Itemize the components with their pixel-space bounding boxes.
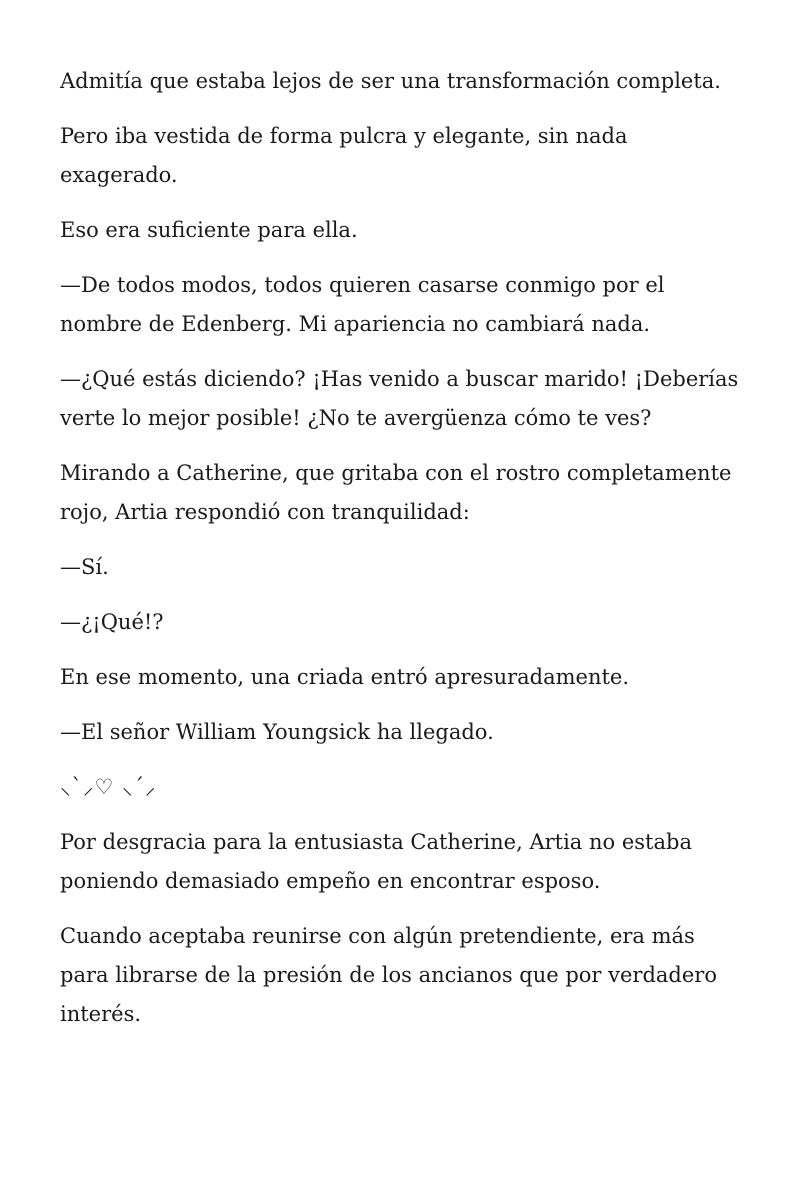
- scene-separator: ⸜`⸝♡ ⸜´⸝: [60, 775, 157, 799]
- reading-page: [60, 62, 740, 1050]
- paragraph-1: Admitía que estaba lejos de ser una transformación completa.: [60, 69, 721, 93]
- paragraph-7: —Sí.: [60, 555, 109, 579]
- paragraph-8: —¿¡Qué!?: [60, 610, 164, 634]
- paragraph-12: Cuando aceptaba reunirse con algún pretendiente, era más para librarse de la presión de los ancianos que por verdadero interés.: [60, 924, 717, 1026]
- paragraph-6: Mirando a Catherine, que gritaba con el rostro completamente rojo, Artia respondió con tranquilidad:: [60, 461, 732, 524]
- paragraph-2: Pero iba vestida de forma pulcra y elegante, sin nada exagerado.: [60, 124, 628, 187]
- paragraph-11: Por desgracia para la entusiasta Catherine, Artia no estaba poniendo demasiado empeño en encontrar esposo.: [60, 830, 692, 893]
- paragraph-9: En ese momento, una criada entró apresuradamente.: [60, 665, 630, 689]
- paragraph-5: —¿Qué estás diciendo? ¡Has venido a buscar marido! ¡Deberías verte lo mejor posible! ¿No te avergüenza cómo te ves?: [60, 367, 739, 430]
- paragraph-10: —El señor William Youngsick ha llegado.: [60, 720, 494, 744]
- paragraph-4: —De todos modos, todos quieren casarse conmigo por el nombre de Edenberg. Mi apariencia no cambiará nada.: [60, 273, 665, 336]
- paragraph-3: Eso era suficiente para ella.: [60, 218, 358, 242]
